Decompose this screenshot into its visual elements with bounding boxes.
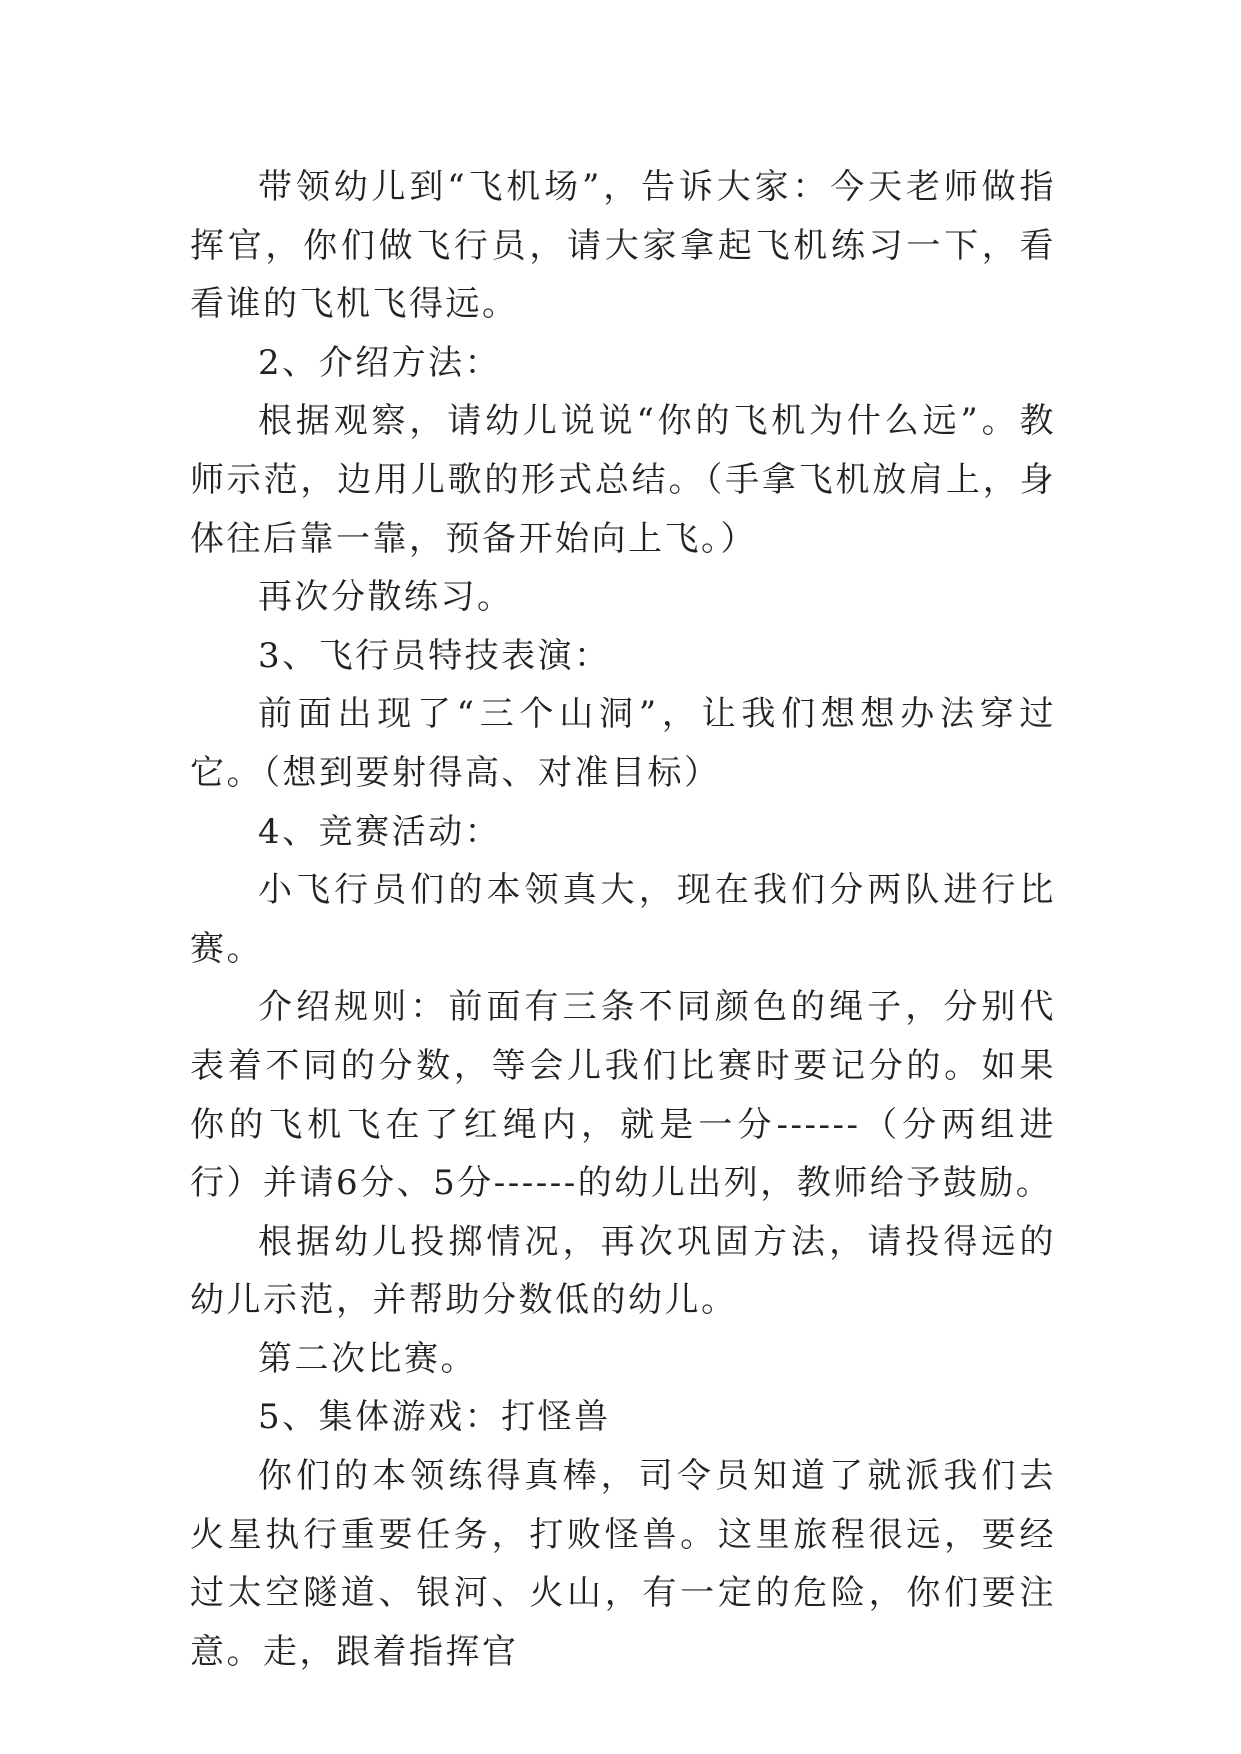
paragraph-practice-again: 再次分散练习。 (258, 577, 514, 618)
heading-group-game: 5、集体游戏：打怪兽 (258, 1397, 611, 1438)
heading-introduce-method: 2、介绍方法： (258, 342, 502, 383)
paragraph-rules: 介绍规则：前面有三条不同颜色的绳子，分别代表着不同的分数，等会儿我们比赛时要记分的。如果你的飞机飞在了红绳内，就是一分------（分两组进行）并请6分、5分------的幼儿出列，教师给予鼓励。 (190, 987, 1056, 1204)
paragraph-second-match: 第二次比赛。 (258, 1338, 477, 1379)
heading-competition: 4、竞赛活动： (258, 811, 502, 852)
heading-stunt-show: 3、飞行员特技表演： (258, 635, 611, 676)
paragraph-intro: 带领幼儿到“飞机场”，告诉大家：今天老师做指挥官，你们做飞行员，请大家拿起飞机练习一下，看看谁的飞机飞得远。 (190, 167, 1056, 325)
paragraph-consolidate: 根据幼儿投掷情况，再次巩固方法，请投得远的幼儿示范，并帮助分数低的幼儿。 (190, 1221, 1056, 1321)
paragraph-observation: 根据观察，请幼儿说说“你的飞机为什么远”。教师示范，边用儿歌的形式总结。（手拿飞机放肩上，身体往后靠一靠，预备开始向上飞。） (190, 401, 1056, 559)
document-body (190, 158, 1056, 1681)
paragraph-two-teams: 小飞行员们的本领真大，现在我们分两队进行比赛。 (190, 870, 1056, 969)
paragraph-three-caves: 前面出现了“三个山洞”，让我们想想办法穿过它。（想到要射得高、对准目标） (190, 694, 1056, 793)
paragraph-mission: 你们的本领练得真棒，司令员知道了就派我们去火星执行重要任务，打败怪兽。这里旅程很远，要经过太空隧道、银河、火山，有一定的危险，你们要注意。走，跟着指挥官 (190, 1456, 1056, 1672)
